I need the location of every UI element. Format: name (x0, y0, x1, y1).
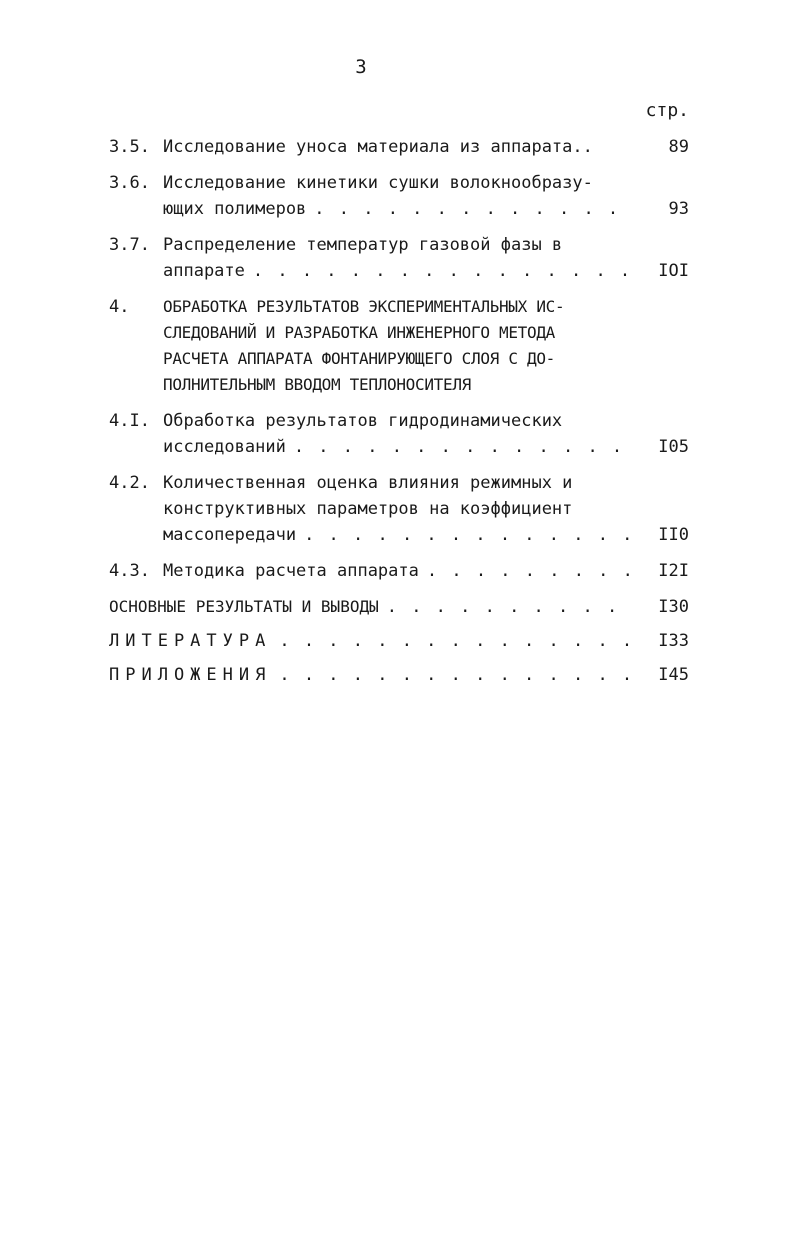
toc-entry-4-3 (109, 558, 689, 584)
toc-entry-conclusions (109, 594, 689, 620)
dot-leader (314, 196, 635, 222)
toc-page-number: IOI (658, 261, 689, 281)
toc-entry-3-6 (109, 170, 689, 222)
toc-page-number: II0 (658, 525, 689, 545)
table-of-contents (109, 134, 689, 696)
toc-entry-last-line (163, 258, 689, 284)
toc-entry-last-line (163, 196, 689, 222)
toc-entry-appendices (109, 662, 689, 688)
toc-entry-text-line: конструктивных параметров на коэффициент (163, 499, 573, 519)
dot-leader (279, 662, 635, 688)
toc-entry-text: Исследование уноса материала из аппарата.. (163, 137, 593, 157)
toc-entry-text-line: Исследование кинетики сушки волокнообразу- (163, 173, 593, 193)
toc-entry-number: 4.I. (109, 411, 150, 431)
toc-entry-text: аппарате (163, 261, 245, 281)
dot-leader (387, 594, 635, 620)
toc-entry-3-7 (109, 232, 689, 284)
toc-page-number: I2I (658, 561, 689, 581)
toc-entry-3-5 (109, 134, 689, 160)
toc-entry-number: 3.6. (109, 173, 150, 193)
toc-entry-last-line (163, 558, 689, 584)
toc-entry-number: 3.7. (109, 235, 150, 255)
toc-entry-text-line: Обработка результатов гидродинамических (163, 411, 563, 431)
toc-entry-4-1 (109, 408, 689, 460)
toc-entry-text-line: Количественная оценка влияния режимных и (163, 473, 573, 493)
dot-leader (304, 522, 635, 548)
toc-entry-literature (109, 628, 689, 654)
toc-entry-number: 3.5. (109, 137, 150, 157)
toc-page-number: I30 (658, 597, 689, 617)
toc-entry-last-line (163, 134, 689, 160)
dot-leader (253, 258, 635, 284)
page-column-heading: стр. (645, 100, 689, 121)
toc-entry-text-line: СЛЕДОВАНИЙ И РАЗРАБОТКА ИНЖЕНЕРНОГО МЕТОДА (163, 323, 555, 342)
toc-page-number: I45 (658, 665, 689, 685)
toc-entry-number: 4.2. (109, 473, 150, 493)
toc-entry-number: 4. (109, 297, 130, 317)
toc-entry-text: исследований (163, 437, 286, 457)
toc-entry-number: 4.3. (109, 561, 150, 581)
toc-entry-4 (109, 294, 689, 398)
toc-entry-text: ПРИЛОЖЕНИЯ (109, 665, 272, 685)
toc-page-number: I33 (658, 631, 689, 651)
toc-entry-last-line (163, 434, 689, 460)
toc-entry-text: ЛИТЕРАТУРА (109, 631, 272, 651)
toc-page-number: 93 (668, 199, 689, 219)
dot-leader (294, 434, 635, 460)
dot-leader (279, 628, 635, 654)
toc-page-number: 89 (668, 137, 689, 157)
toc-entry-text-line: Распределение температур газовой фазы в (163, 235, 563, 255)
toc-entry-text-line: ПОЛНИТЕЛЬНЫМ ВВОДОМ ТЕПЛОНОСИТЕЛЯ (163, 375, 471, 394)
toc-entry-text: ющих полимеров (163, 199, 307, 219)
toc-entry-text: массопередачи (163, 525, 297, 545)
toc-entry-last-line (163, 522, 689, 548)
toc-entry-text: Методика расчета аппарата (163, 561, 419, 581)
toc-entry-text-line: ОБРАБОТКА РЕЗУЛЬТАТОВ ЭКСПЕРИМЕНТАЛЬНЫХ ИС- (163, 297, 565, 316)
toc-entry-4-2 (109, 470, 689, 548)
page-number: 3 (355, 56, 367, 78)
toc-entry-text: ОСНОВНЫЕ РЕЗУЛЬТАТЫ И ВЫВОДЫ (109, 597, 379, 616)
dot-leader (427, 558, 635, 584)
toc-entry-text-line: РАСЧЕТА АППАРАТА ФОНТАНИРУЮЩЕГО СЛОЯ С ДО- (163, 349, 555, 368)
toc-page-number: I05 (658, 437, 689, 457)
